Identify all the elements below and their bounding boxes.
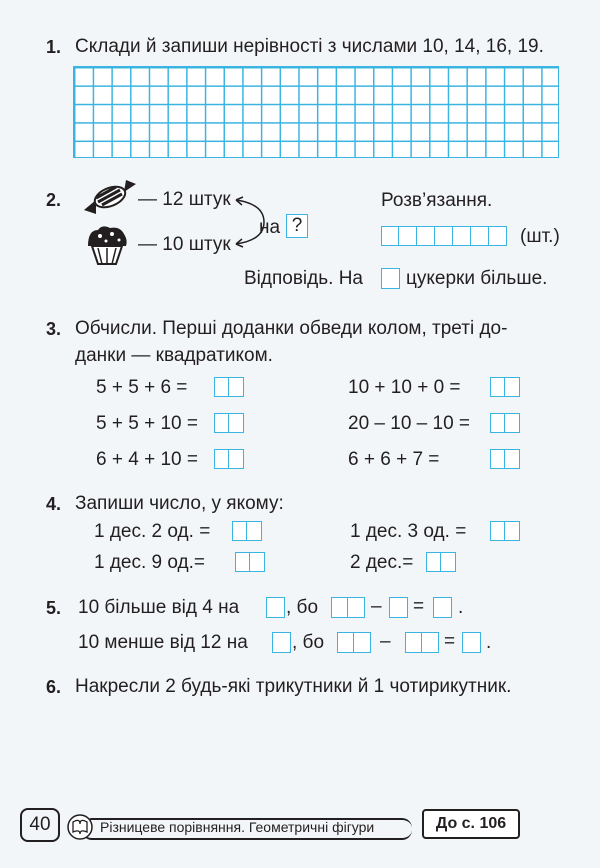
- answer-box[interactable]: [266, 597, 285, 618]
- answer-box[interactable]: [433, 597, 452, 618]
- answer-box[interactable]: [272, 632, 291, 653]
- task5-line1-text: 10 більше від 4 на: [78, 597, 240, 618]
- page-reference: До с. 106: [422, 809, 520, 839]
- answer-cells[interactable]: [490, 377, 520, 397]
- on-label: на: [259, 217, 281, 238]
- footer-topic: Різницеве порівняння. Геометричні фігури: [100, 819, 375, 835]
- task5-line2-text: 10 менше від 12 на: [78, 632, 248, 653]
- answer-cells[interactable]: [214, 449, 244, 469]
- answer-cells[interactable]: [235, 552, 265, 572]
- task5-line1-because: , бо: [286, 597, 319, 618]
- task3-line1: Обчисли. Перші доданки обведи колом, треті до-: [75, 318, 508, 339]
- task2-number: 2.: [46, 190, 62, 210]
- expr-right-2: 20 – 10 – 10 =: [348, 413, 471, 434]
- candy-icon: [82, 180, 138, 216]
- equals-sign: =: [444, 631, 456, 652]
- task5-number: 5.: [46, 598, 62, 618]
- cupcake-icon: [84, 224, 130, 266]
- candy-count: — 12 штук: [138, 189, 231, 210]
- task4-number: 4.: [46, 494, 62, 514]
- task3-number: 3.: [46, 319, 62, 339]
- unit-label: (шт.): [520, 226, 560, 247]
- answer-cells[interactable]: [426, 552, 456, 572]
- expr-left-1: 5 + 5 + 6 =: [96, 377, 188, 398]
- task6-text: Накресли 2 будь-які трикутники й 1 чотирикутник.: [75, 676, 512, 697]
- answer-cells[interactable]: [331, 597, 365, 618]
- expr-left-3: 6 + 4 + 10 =: [96, 449, 198, 470]
- expr-left-2: 5 + 5 + 10 =: [96, 413, 198, 434]
- question-box: ?: [286, 214, 308, 238]
- task6-number: 6.: [46, 677, 62, 697]
- task4-item-4: 2 дес.=: [350, 552, 414, 573]
- solution-label: Розв’язання.: [381, 190, 493, 211]
- book-icon: [66, 812, 94, 842]
- task1-text: Склади й запиши нерівності з числами 10, 14, 16, 19.: [75, 36, 544, 57]
- answer-cells[interactable]: [490, 449, 520, 469]
- answer-cells[interactable]: [490, 521, 520, 541]
- period: .: [458, 597, 464, 618]
- answer-cells[interactable]: [405, 632, 439, 653]
- cupcake-count: — 10 штук: [138, 234, 231, 255]
- answer-suffix: цукерки більше.: [406, 268, 548, 289]
- task4-text: Запиши число, у якому:: [75, 493, 284, 514]
- minus-sign: –: [380, 631, 391, 652]
- answer-cells[interactable]: [214, 377, 244, 397]
- task5-line2-because: , бо: [292, 632, 325, 653]
- expr-right-3: 6 + 6 + 7 =: [348, 449, 440, 470]
- task4-item-1: 1 дес. 2 од. =: [94, 521, 211, 542]
- answer-cells[interactable]: [232, 521, 262, 541]
- minus-sign: –: [371, 596, 382, 617]
- task1-number: 1.: [46, 37, 62, 57]
- page-number: 40: [20, 808, 60, 842]
- task4-item-3: 1 дес. 9 од.=: [94, 552, 206, 573]
- task3-line2: данки — квадратиком.: [75, 345, 273, 366]
- task1-writing-grid[interactable]: [73, 66, 559, 158]
- expr-right-1: 10 + 10 + 0 =: [348, 377, 461, 398]
- equals-sign: =: [413, 596, 425, 617]
- answer-box[interactable]: [389, 597, 408, 618]
- answer-box[interactable]: [381, 268, 400, 289]
- answer-cells[interactable]: [490, 413, 520, 433]
- solution-cells[interactable]: [381, 226, 507, 246]
- period: .: [486, 632, 492, 653]
- task4-item-2: 1 дес. 3 од. =: [350, 521, 467, 542]
- answer-prefix: Відповідь. На: [244, 268, 363, 289]
- answer-cells[interactable]: [214, 413, 244, 433]
- answer-cells[interactable]: [337, 632, 371, 653]
- answer-box[interactable]: [462, 632, 481, 653]
